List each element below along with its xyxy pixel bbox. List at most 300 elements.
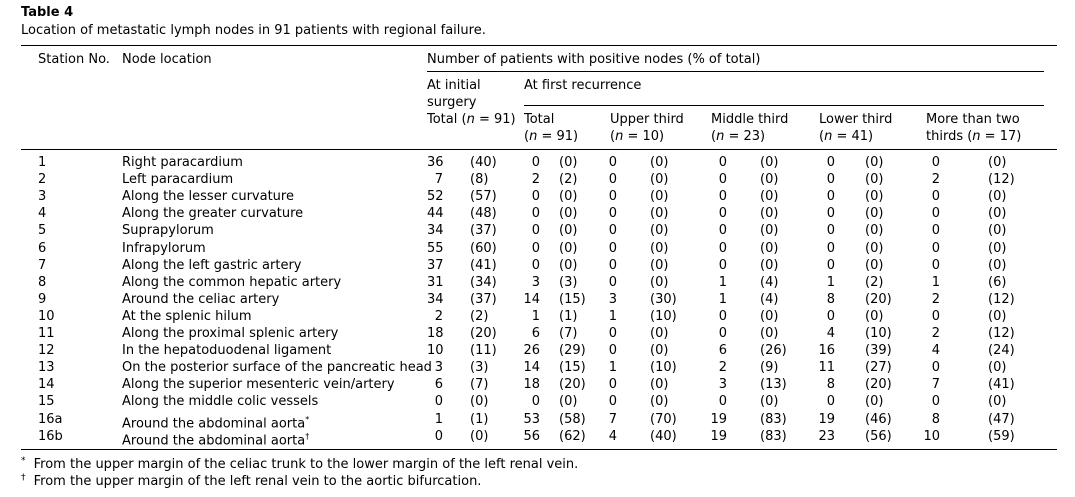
cell-value: 8	[931, 411, 940, 427]
cell-value: (0)	[760, 394, 779, 410]
cell-lower	[815, 240, 835, 257]
cell-value: (0)	[650, 377, 669, 393]
cell-value: (0)	[650, 223, 669, 239]
cell-station	[38, 171, 46, 188]
header-lower-2: (n = 41)	[819, 129, 874, 144]
cell-value: 0	[434, 428, 443, 444]
cell-value: (2)	[559, 172, 578, 188]
cell-value: 0	[718, 189, 727, 205]
cell-value: 0	[718, 257, 727, 273]
cell-value: 55	[427, 240, 444, 256]
cell-upper-pct	[650, 171, 668, 188]
cell-more	[922, 240, 940, 257]
cell-location	[122, 325, 338, 342]
cell-total	[522, 411, 540, 428]
cell-value: Infrapylorum	[122, 240, 206, 256]
cell-middle	[709, 274, 727, 291]
cell-value: (0)	[470, 394, 489, 410]
cell-value: (26)	[760, 343, 787, 359]
cell-middle	[709, 411, 727, 428]
cell-initial-pct	[470, 376, 488, 393]
cell-more	[922, 359, 940, 376]
cell-value: 1	[38, 155, 47, 170]
cell-value: 11	[818, 360, 835, 376]
cell-value: 10	[38, 308, 55, 324]
cell-total	[522, 359, 540, 376]
cell-total	[522, 205, 540, 222]
cell-value: 0	[531, 257, 540, 273]
cell-value: 4	[826, 326, 835, 341]
cell-value: 2	[718, 360, 727, 376]
cell-station	[38, 342, 55, 359]
cell-value: 1	[718, 291, 727, 307]
cell-lower	[815, 154, 835, 171]
cell-value: 0	[931, 308, 940, 324]
cell-value: (11)	[470, 343, 497, 359]
cell-value: 0	[826, 257, 835, 273]
cell-middle-pct	[760, 205, 778, 222]
cell-value: (2)	[865, 274, 884, 290]
cell-value: (0)	[559, 189, 578, 205]
cell-upper	[603, 171, 617, 188]
cell-more	[922, 411, 940, 428]
header-location: Node location	[122, 52, 212, 67]
cell-more	[922, 222, 940, 239]
cell-middle	[709, 376, 727, 393]
cell-upper-pct	[650, 274, 668, 291]
cell-middle	[709, 222, 727, 239]
cell-value: (0)	[988, 257, 1007, 273]
recurrence-rule	[524, 105, 1044, 106]
cell-value: 4	[38, 206, 47, 222]
cell-value: (70)	[650, 411, 677, 427]
cell-value: 0	[931, 257, 940, 273]
cell-middle-pct	[760, 240, 778, 257]
cell-value: 36	[427, 155, 444, 170]
cell-value: (0)	[760, 257, 779, 273]
cell-value: 34	[427, 223, 444, 239]
cell-value: 14	[523, 360, 540, 376]
cell-lower-pct	[865, 205, 883, 222]
cell-value: 34	[427, 291, 444, 307]
footnote-1-text: From the upper margin of the celiac trunk to the lower margin of the left renal vein.	[33, 457, 579, 473]
cell-location	[122, 359, 432, 376]
cell-value: 7	[38, 257, 47, 273]
cell-value: 53	[523, 411, 540, 427]
cell-more	[922, 171, 940, 188]
cell-lower-pct	[865, 308, 883, 325]
header-bottom-rule	[21, 149, 1057, 150]
cell-value: 13	[38, 360, 55, 376]
cell-more	[922, 274, 940, 291]
cell-location	[122, 257, 302, 274]
cell-station	[38, 222, 46, 239]
cell-middle-pct	[760, 257, 778, 274]
cell-value: 0	[608, 377, 617, 393]
cell-initial-pct	[470, 222, 497, 239]
cell-total-pct	[559, 188, 577, 205]
cell-lower-pct	[865, 222, 883, 239]
cell-station	[38, 205, 46, 222]
cell-value: (4)	[760, 274, 779, 290]
cell-value: (10)	[650, 360, 677, 376]
cell-value: On the posterior surface of the pancreatic head	[122, 360, 432, 376]
cell-value: (83)	[760, 428, 787, 444]
cell-total-pct	[559, 240, 577, 257]
cell-value: (0)	[760, 308, 779, 324]
cell-value: 37	[427, 257, 444, 273]
footnote-2	[21, 473, 481, 489]
cell-upper-pct	[650, 308, 677, 325]
cell-middle	[709, 171, 727, 188]
cell-lower-pct	[865, 240, 883, 257]
cell-value: (0)	[650, 257, 669, 273]
cell-middle	[709, 188, 727, 205]
cell-total	[522, 308, 540, 325]
cell-value: (4)	[760, 291, 779, 307]
cell-middle-pct	[760, 376, 787, 393]
cell-lower-pct	[865, 359, 892, 376]
cell-value: 0	[608, 189, 617, 205]
cell-value: At the splenic hilum	[122, 308, 252, 324]
cell-upper	[603, 393, 617, 410]
cell-location	[122, 342, 331, 359]
cell-more-pct	[988, 257, 1006, 274]
header-initial-2: surgery	[427, 95, 477, 110]
cell-value: (0)	[760, 223, 779, 239]
cell-value: (2)	[470, 308, 489, 324]
cell-lower-pct	[865, 428, 892, 445]
cell-value: (0)	[650, 189, 669, 205]
cell-initial	[427, 205, 443, 222]
cell-value: (83)	[760, 411, 787, 427]
top-rule	[21, 45, 1057, 46]
cell-location	[122, 205, 303, 222]
cell-lower	[815, 376, 835, 393]
cell-location	[122, 291, 279, 308]
cell-initial	[427, 342, 443, 359]
cell-value: (0)	[988, 360, 1007, 376]
cell-value: 1	[434, 411, 443, 427]
header-group: Number of patients with positive nodes (% of total)	[427, 52, 761, 67]
cell-value: (39)	[865, 343, 892, 359]
cell-value: 0	[931, 206, 940, 222]
cell-value: (0)	[650, 155, 669, 170]
cell-value: 0	[531, 394, 540, 410]
cell-total-pct	[559, 325, 577, 342]
cell-value: 18	[523, 377, 540, 393]
cell-upper-pct	[650, 325, 668, 342]
header-middle-2: (n = 23)	[711, 129, 766, 144]
cell-value: 3	[608, 291, 617, 307]
cell-value: (0)	[559, 394, 578, 410]
cell-value: (6)	[988, 274, 1007, 290]
cell-value: 23	[818, 428, 835, 444]
cell-value: 0	[718, 155, 727, 170]
cell-value: (0)	[988, 223, 1007, 239]
cell-upper	[603, 188, 617, 205]
footnote-mark: *	[305, 414, 310, 424]
header-initial-1: At initial	[427, 78, 481, 93]
cell-value: 0	[718, 206, 727, 222]
cell-value: 0	[608, 155, 617, 170]
cell-station	[38, 393, 55, 410]
cell-upper-pct	[650, 240, 668, 257]
cell-more-pct	[988, 274, 1006, 291]
cell-lower	[815, 411, 835, 428]
cell-value: (0)	[988, 308, 1007, 324]
cell-value: (20)	[865, 377, 892, 393]
cell-more	[922, 393, 940, 410]
cell-more-pct	[988, 171, 1015, 188]
cell-station	[38, 411, 63, 428]
cell-upper-pct	[650, 428, 677, 445]
cell-middle	[709, 308, 727, 325]
cell-value: 3	[531, 274, 540, 290]
cell-value: (0)	[865, 155, 884, 170]
header-upper-2: (n = 10)	[610, 129, 665, 144]
cell-value: 0	[434, 394, 443, 410]
cell-upper-pct	[650, 257, 668, 274]
cell-location	[122, 222, 214, 239]
cell-initial-pct	[470, 359, 488, 376]
cell-value: 2	[931, 291, 940, 307]
cell-value: (0)	[760, 206, 779, 222]
cell-lower-pct	[865, 274, 883, 291]
table-caption: Location of metastatic lymph nodes in 91 patients with regional failure.	[21, 23, 486, 38]
cell-value: (7)	[470, 377, 489, 393]
cell-value: (0)	[988, 189, 1007, 205]
cell-initial-pct	[470, 428, 488, 445]
cell-value: Around the abdominal aorta	[122, 415, 306, 431]
cell-total-pct	[559, 342, 586, 359]
cell-station	[38, 188, 46, 205]
cell-value: 0	[608, 394, 617, 410]
cell-initial-pct	[470, 188, 497, 205]
cell-value: (34)	[470, 274, 497, 290]
cell-value: Along the lesser curvature	[122, 189, 294, 205]
cell-value: Along the left gastric artery	[122, 257, 302, 273]
cell-value: (29)	[559, 343, 586, 359]
cell-total-pct	[559, 291, 586, 308]
cell-lower-pct	[865, 171, 883, 188]
cell-total	[522, 222, 540, 239]
cell-middle	[709, 393, 727, 410]
cell-value: 16a	[38, 411, 63, 427]
cell-upper	[603, 325, 617, 342]
cell-total	[522, 325, 540, 342]
cell-total	[522, 257, 540, 274]
cell-middle-pct	[760, 411, 787, 428]
cell-initial	[427, 376, 443, 393]
cell-value: 1	[608, 308, 617, 324]
cell-upper	[603, 376, 617, 393]
cell-value: (0)	[650, 394, 669, 410]
header-total-2: (n = 91)	[524, 129, 579, 144]
cell-more	[922, 308, 940, 325]
cell-upper	[603, 411, 617, 428]
cell-lower-pct	[865, 291, 892, 308]
cell-more-pct	[988, 393, 1006, 410]
cell-middle-pct	[760, 154, 778, 171]
cell-total	[522, 171, 540, 188]
cell-initial-pct	[470, 205, 497, 222]
cell-value: 14	[523, 291, 540, 307]
cell-lower	[815, 274, 835, 291]
cell-lower-pct	[865, 154, 883, 171]
cell-value: (10)	[865, 326, 892, 341]
cell-value: 19	[710, 428, 727, 444]
cell-more-pct	[988, 240, 1006, 257]
cell-value: (0)	[988, 394, 1007, 410]
cell-value: 0	[531, 206, 540, 222]
cell-lower	[815, 393, 835, 410]
cell-more-pct	[988, 291, 1015, 308]
cell-location	[122, 428, 309, 449]
cell-value: 26	[523, 343, 540, 359]
footnote-2-mark: †	[21, 473, 26, 483]
cell-value: 18	[427, 326, 444, 341]
header-total-1: Total	[524, 112, 555, 127]
cell-total	[522, 376, 540, 393]
cell-value: (40)	[470, 155, 497, 170]
cell-lower-pct	[865, 342, 892, 359]
cell-value: 8	[826, 291, 835, 307]
cell-middle-pct	[760, 274, 778, 291]
cell-value: 7	[608, 411, 617, 427]
cell-value: 0	[931, 155, 940, 170]
cell-initial	[427, 411, 443, 428]
cell-value: 3	[434, 360, 443, 376]
cell-total-pct	[559, 428, 586, 445]
cell-value: Left paracardium	[122, 172, 234, 188]
footnote-mark: †	[305, 431, 310, 441]
cell-value: Suprapylorum	[122, 223, 214, 239]
cell-lower-pct	[865, 188, 883, 205]
cell-value: (30)	[650, 291, 677, 307]
cell-value: Along the greater curvature	[122, 206, 304, 222]
cell-value: Along the middle colic vessels	[122, 394, 319, 410]
cell-value: (46)	[865, 411, 892, 427]
cell-location	[122, 393, 318, 410]
cell-lower	[815, 171, 835, 188]
cell-station	[38, 257, 46, 274]
cell-value: (0)	[760, 155, 779, 170]
cell-value: Along the common hepatic artery	[122, 274, 342, 290]
cell-value: 1	[531, 308, 540, 324]
cell-lower	[815, 222, 835, 239]
cell-value: (56)	[865, 428, 892, 444]
cell-station	[38, 291, 46, 308]
cell-value: 8	[826, 377, 835, 393]
cell-upper-pct	[650, 222, 668, 239]
cell-value: 2	[931, 172, 940, 188]
cell-middle	[709, 428, 727, 445]
cell-total-pct	[559, 376, 586, 393]
cell-more	[922, 188, 940, 205]
cell-middle	[709, 342, 727, 359]
cell-initial-pct	[470, 257, 497, 274]
cell-value: Along the superior mesenteric vein/artery	[122, 377, 395, 393]
cell-value: (27)	[865, 360, 892, 376]
cell-station	[38, 428, 63, 445]
cell-upper	[603, 291, 617, 308]
header-lower-1: Lower third	[819, 112, 893, 127]
cell-value: Right paracardium	[122, 155, 243, 170]
cell-value: 6	[531, 326, 540, 341]
cell-value: 3	[718, 377, 727, 393]
cell-initial	[427, 359, 443, 376]
cell-station	[38, 325, 55, 342]
cell-value: Around the celiac artery	[122, 291, 280, 307]
cell-value: (0)	[865, 172, 884, 188]
cell-initial-pct	[470, 171, 488, 188]
cell-value: 19	[710, 411, 727, 427]
cell-total	[522, 393, 540, 410]
cell-value: (41)	[470, 257, 497, 273]
cell-upper	[603, 428, 617, 445]
cell-middle-pct	[760, 325, 778, 342]
cell-initial-pct	[470, 393, 488, 410]
cell-initial-pct	[470, 291, 497, 308]
cell-value: 0	[531, 223, 540, 239]
cell-more	[922, 342, 940, 359]
cell-total-pct	[559, 205, 577, 222]
cell-location	[122, 376, 395, 393]
cell-value: 0	[931, 223, 940, 239]
cell-value: 16	[818, 343, 835, 359]
cell-value: (0)	[650, 274, 669, 290]
cell-value: (10)	[650, 308, 677, 324]
cell-value: (9)	[760, 360, 779, 376]
cell-initial-pct	[470, 342, 497, 359]
cell-initial	[427, 222, 443, 239]
header-recurrence: At first recurrence	[524, 78, 642, 93]
cell-value: (0)	[865, 189, 884, 205]
cell-middle	[709, 359, 727, 376]
cell-value: (24)	[988, 343, 1015, 359]
cell-location	[122, 154, 243, 171]
cell-initial-pct	[470, 411, 488, 428]
cell-total-pct	[559, 274, 577, 291]
cell-total-pct	[559, 411, 586, 428]
cell-total-pct	[559, 393, 577, 410]
cell-value: (47)	[988, 411, 1015, 427]
cell-value: (0)	[650, 343, 669, 359]
cell-upper-pct	[650, 342, 668, 359]
cell-lower-pct	[865, 257, 883, 274]
cell-value: (37)	[470, 223, 497, 239]
cell-location	[122, 171, 233, 188]
cell-middle	[709, 240, 727, 257]
header-more-2: thirds (n = 17)	[926, 129, 1022, 144]
cell-initial	[427, 428, 443, 445]
cell-upper	[603, 308, 617, 325]
cell-value: 0	[608, 343, 617, 359]
cell-value: 0	[826, 240, 835, 256]
cell-upper	[603, 359, 617, 376]
cell-value: 44	[427, 206, 444, 222]
cell-value: (62)	[559, 428, 586, 444]
cell-value: 52	[427, 189, 444, 205]
cell-value: 0	[718, 394, 727, 410]
cell-total	[522, 240, 540, 257]
cell-value: Along the proximal splenic artery	[122, 326, 339, 341]
cell-value: (0)	[559, 257, 578, 273]
cell-middle-pct	[760, 188, 778, 205]
cell-value: 0	[608, 206, 617, 222]
cell-middle-pct	[760, 171, 778, 188]
